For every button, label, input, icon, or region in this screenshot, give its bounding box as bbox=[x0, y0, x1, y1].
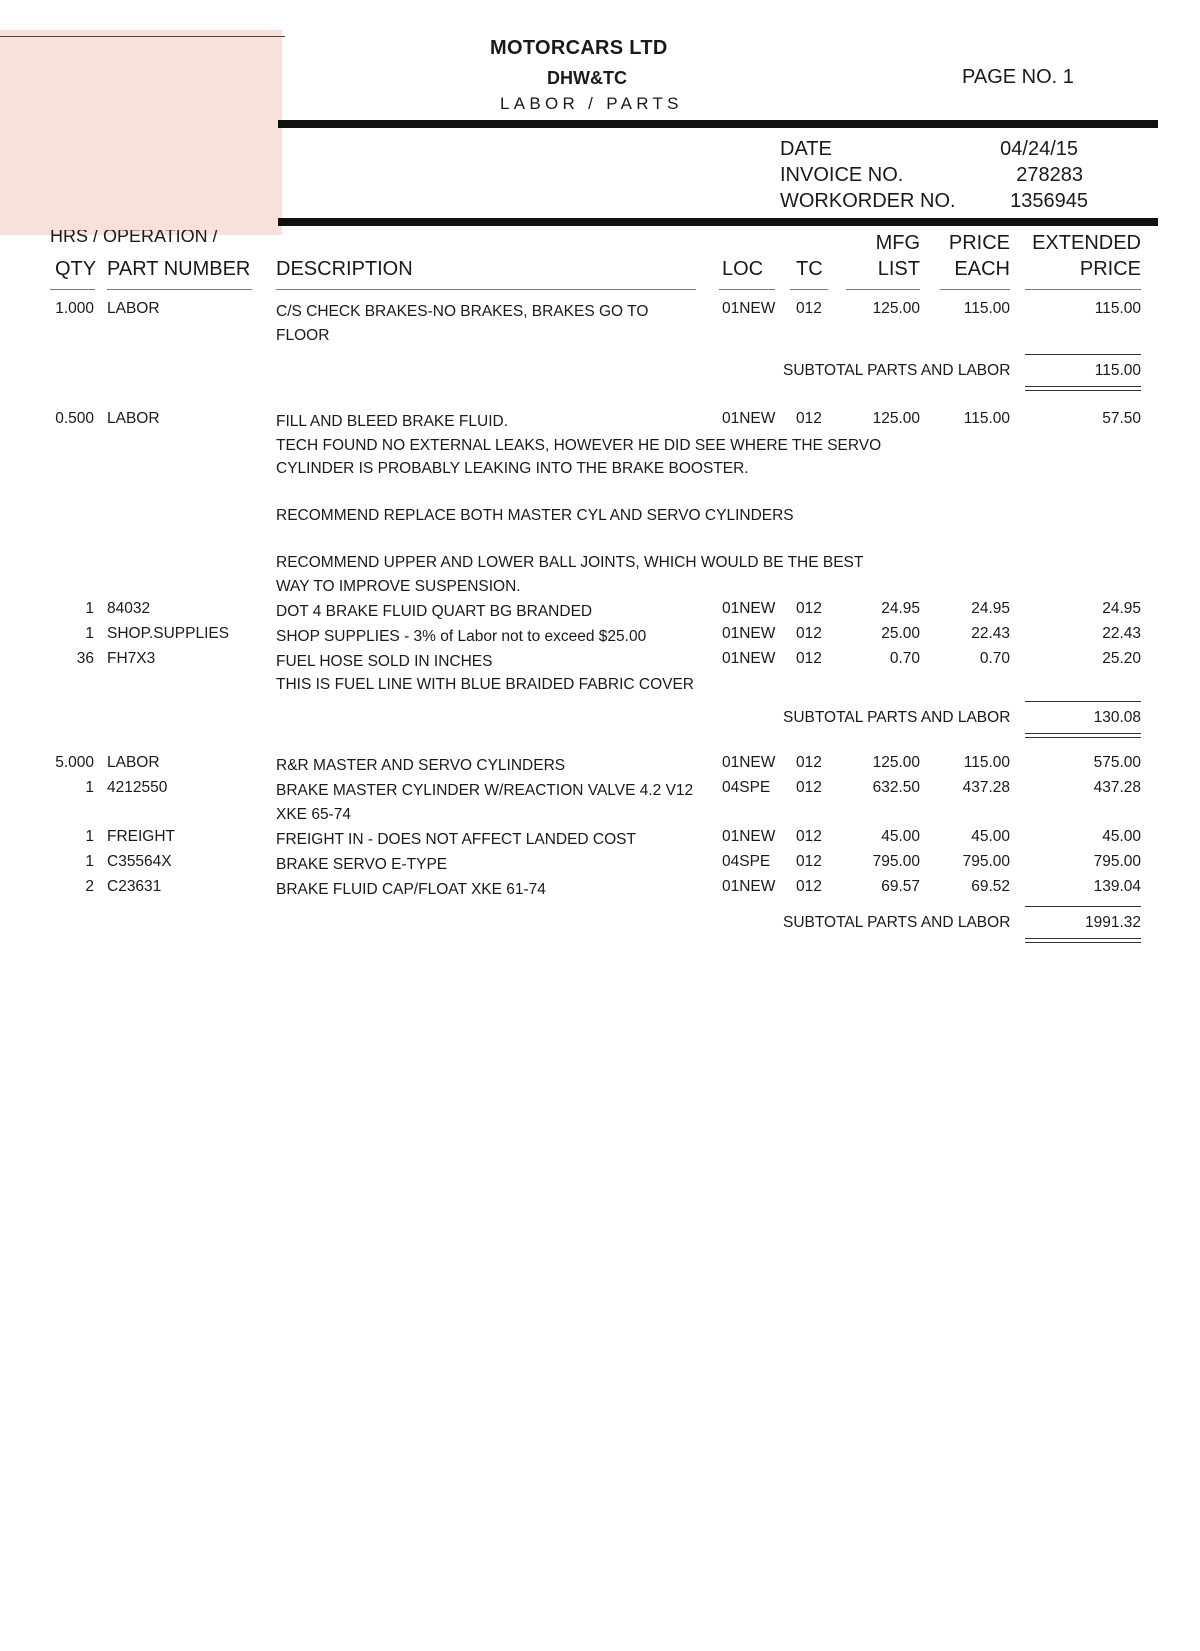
item-loc: 04SPE bbox=[722, 852, 771, 870]
col-loc: LOC bbox=[722, 258, 764, 280]
item-price-each: 115.00 bbox=[963, 754, 1010, 771]
item-price-each: 437.28 bbox=[962, 779, 1010, 796]
item-price-each: 115.00 bbox=[963, 410, 1010, 427]
sticky-note-edge bbox=[0, 36, 285, 37]
subtotal-double-rule bbox=[1025, 938, 1141, 943]
col-qty: QTY bbox=[55, 258, 97, 280]
item-description: RECOMMEND REPLACE BOTH MASTER CYL AND SERVO CYLINDERS bbox=[276, 507, 794, 524]
col-description: DESCRIPTION bbox=[276, 258, 413, 280]
item-qty: 1 bbox=[85, 624, 94, 642]
item-extended-price: 139.04 bbox=[1093, 877, 1141, 895]
item-list-price: 125.00 bbox=[872, 300, 920, 317]
col-rule bbox=[790, 289, 828, 290]
item-extended-price: 25.20 bbox=[1102, 649, 1141, 667]
col-extended: EXTENDED bbox=[1032, 232, 1141, 254]
item-description: FLOOR bbox=[276, 326, 330, 344]
col-mfg: MFG bbox=[875, 232, 920, 254]
item-part-number: 84032 bbox=[107, 599, 151, 617]
item-description: FILL AND BLEED BRAKE FLUID. bbox=[276, 413, 509, 430]
item-list-price: 125.00 bbox=[872, 754, 920, 771]
col-rule bbox=[50, 289, 95, 290]
subtotal-label: SUBTOTAL PARTS AND LABOR bbox=[783, 362, 1011, 379]
item-part-number: C35564X bbox=[107, 852, 172, 870]
col-rule bbox=[719, 289, 775, 290]
item-tc: 012 bbox=[796, 852, 822, 870]
item-description: BRAKE MASTER CYLINDER W/REACTION VALVE 4.2 V12 bbox=[276, 782, 694, 799]
item-description: XKE 65-74 bbox=[276, 805, 351, 823]
item-part-number: LABOR bbox=[107, 410, 160, 427]
col-part-number: PART NUMBER bbox=[107, 258, 251, 280]
invoice-label: INVOICE NO. bbox=[780, 164, 904, 186]
item-tc: 012 bbox=[796, 649, 822, 667]
item-part-number: FREIGHT bbox=[107, 827, 176, 845]
item-extended-price: 575.00 bbox=[1093, 754, 1141, 771]
invoice-value: 278283 bbox=[1016, 164, 1083, 186]
item-tc: 012 bbox=[796, 410, 822, 427]
item-qty: 1 bbox=[85, 779, 94, 796]
item-qty: 1 bbox=[85, 852, 94, 870]
item-price-each: 795.00 bbox=[962, 852, 1010, 870]
date-label: DATE bbox=[780, 138, 832, 160]
subtotal-double-rule bbox=[1025, 733, 1141, 738]
item-list-price: 795.00 bbox=[872, 852, 920, 870]
col-rule bbox=[107, 289, 252, 290]
item-description: RECOMMEND UPPER AND LOWER BALL JOINTS, WHICH WOULD BE THE BEST bbox=[276, 554, 864, 571]
item-list-price: 24.95 bbox=[881, 599, 920, 617]
col-rule bbox=[846, 289, 920, 290]
header-divider-top bbox=[278, 120, 1158, 128]
col-price: PRICE bbox=[948, 232, 1010, 254]
item-extended-price: 795.00 bbox=[1093, 852, 1141, 870]
item-description: BRAKE FLUID CAP/FLOAT XKE 61-74 bbox=[276, 880, 546, 898]
item-description: C/S CHECK BRAKES-NO BRAKES, BRAKES GO TO bbox=[276, 303, 649, 320]
item-qty: 5.000 bbox=[55, 754, 94, 771]
item-extended-price: 57.50 bbox=[1102, 410, 1141, 427]
item-qty: 2 bbox=[85, 877, 94, 895]
item-extended-price: 24.95 bbox=[1102, 599, 1141, 617]
item-price-each: 22.43 bbox=[971, 624, 1010, 642]
item-description: FREIGHT IN - DOES NOT AFFECT LANDED COST bbox=[276, 830, 636, 848]
item-qty: 1.000 bbox=[55, 300, 94, 317]
item-extended-price: 22.43 bbox=[1102, 624, 1141, 642]
item-extended-price: 45.00 bbox=[1102, 827, 1141, 845]
item-description: TECH FOUND NO EXTERNAL LEAKS, HOWEVER HE DID SEE WHERE THE SERVO bbox=[276, 436, 882, 454]
col-tc: TC bbox=[796, 258, 823, 280]
item-list-price: 45.00 bbox=[881, 827, 920, 845]
subtotal-amount: 1991.32 bbox=[1084, 914, 1141, 931]
item-loc: 01NEW bbox=[722, 300, 776, 317]
col-hrs-operation: HRS / OPERATION / bbox=[50, 230, 218, 242]
item-list-price: 25.00 bbox=[881, 624, 920, 642]
item-loc: 01NEW bbox=[722, 624, 776, 642]
item-loc: 01NEW bbox=[722, 599, 776, 617]
item-list-price: 0.70 bbox=[889, 649, 920, 667]
col-rule bbox=[940, 289, 1010, 290]
item-description: THIS IS FUEL LINE WITH BLUE BRAIDED FABRIC COVER bbox=[276, 676, 695, 693]
item-description: SHOP SUPPLIES - 3% of Labor not to exceed $25.00 bbox=[276, 627, 647, 645]
subtotal-amount: 130.08 bbox=[1093, 709, 1141, 726]
item-loc: 01NEW bbox=[722, 649, 776, 667]
item-description: WAY TO IMPROVE SUSPENSION. bbox=[276, 577, 521, 595]
item-qty: 36 bbox=[76, 649, 94, 667]
subtotal-rule bbox=[1025, 701, 1141, 702]
item-price-each: 115.00 bbox=[963, 300, 1010, 317]
item-description: FUEL HOSE SOLD IN INCHES bbox=[276, 652, 493, 670]
col-rule bbox=[1025, 289, 1141, 290]
date-value: 04/24/15 bbox=[1000, 138, 1078, 160]
subtotal-double-rule bbox=[1025, 386, 1141, 391]
division-name: DHW&TC bbox=[547, 68, 627, 88]
item-part-number: C23631 bbox=[107, 877, 162, 895]
item-list-price: 632.50 bbox=[872, 779, 920, 796]
item-tc: 012 bbox=[796, 827, 822, 845]
item-price-each: 24.95 bbox=[971, 599, 1010, 617]
col-extended-price: PRICE bbox=[1079, 258, 1141, 280]
page-number: PAGE NO. 1 bbox=[962, 66, 1074, 88]
item-qty: 1 bbox=[85, 827, 94, 845]
item-part-number: 4212550 bbox=[107, 779, 168, 796]
item-part-number: LABOR bbox=[107, 754, 160, 771]
item-description: BRAKE SERVO E-TYPE bbox=[276, 855, 448, 873]
item-part-number: FH7X3 bbox=[107, 649, 156, 667]
item-tc: 012 bbox=[796, 779, 822, 796]
subtotal-label: SUBTOTAL PARTS AND LABOR bbox=[783, 914, 1011, 931]
col-rule bbox=[276, 289, 696, 290]
item-list-price: 69.57 bbox=[881, 877, 920, 895]
sticky-note bbox=[0, 30, 282, 235]
item-extended-price: 115.00 bbox=[1094, 300, 1141, 317]
item-description: DOT 4 BRAKE FLUID QUART BG BRANDED bbox=[276, 602, 593, 620]
item-price-each: 0.70 bbox=[979, 649, 1010, 667]
item-description: CYLINDER IS PROBABLY LEAKING INTO THE BRAKE BOOSTER. bbox=[276, 460, 749, 477]
item-extended-price: 437.28 bbox=[1093, 779, 1141, 796]
col-each: EACH bbox=[954, 258, 1010, 280]
item-loc: 01NEW bbox=[722, 877, 776, 895]
item-list-price: 125.00 bbox=[872, 410, 920, 427]
item-description: R&R MASTER AND SERVO CYLINDERS bbox=[276, 757, 566, 774]
item-part-number: LABOR bbox=[107, 300, 160, 317]
item-price-each: 69.52 bbox=[971, 877, 1010, 895]
item-tc: 012 bbox=[796, 300, 822, 317]
subtotal-label: SUBTOTAL PARTS AND LABOR bbox=[783, 709, 1011, 726]
header-divider-bottom bbox=[278, 218, 1158, 226]
item-tc: 012 bbox=[796, 754, 822, 771]
item-loc: 01NEW bbox=[722, 754, 776, 771]
item-loc: 01NEW bbox=[722, 827, 776, 845]
item-qty: 0.500 bbox=[55, 410, 94, 427]
item-tc: 012 bbox=[796, 624, 822, 642]
workorder-label: WORKORDER NO. bbox=[780, 190, 956, 212]
item-tc: 012 bbox=[796, 877, 822, 895]
subtotal-amount: 115.00 bbox=[1094, 362, 1141, 379]
company-name: MOTORCARS LTD bbox=[490, 37, 668, 59]
workorder-value: 1356945 bbox=[1010, 190, 1088, 212]
subtotal-rule bbox=[1025, 354, 1141, 355]
item-price-each: 45.00 bbox=[971, 827, 1010, 845]
item-loc: 01NEW bbox=[722, 410, 776, 427]
subtotal-rule bbox=[1025, 906, 1141, 907]
item-tc: 012 bbox=[796, 599, 822, 617]
item-qty: 1 bbox=[85, 599, 94, 617]
item-loc: 04SPE bbox=[722, 779, 771, 796]
col-list: LIST bbox=[877, 258, 920, 280]
document-subtitle: LABOR / PARTS bbox=[500, 94, 683, 113]
item-part-number: SHOP.SUPPLIES bbox=[107, 624, 230, 642]
